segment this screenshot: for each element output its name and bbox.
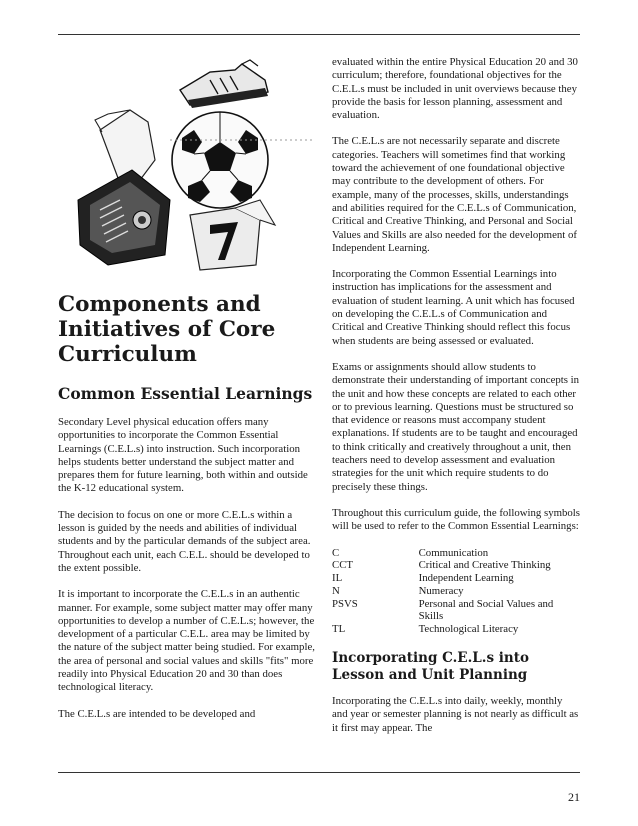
paragraph: The C.E.L.s are intended to be developed and bbox=[58, 707, 256, 720]
symbol-term: Independent Learning bbox=[418, 572, 514, 585]
left-column bbox=[58, 282, 316, 734]
radio-icon bbox=[78, 170, 170, 265]
sneaker-icon bbox=[180, 60, 268, 108]
paragraph: The C.E.L.s are not necessarily separate and discrete categories. Teachers will sometimes find that working toward the achievement of one foundational objective may contribute to the development of others. For example, many of the processes, skills, understandings and abilities required for the C.E.L.s of Communication, Critical and Creative Thinking, and Personal and Social Values and Skills are also needed for the development of Independent Learning. bbox=[332, 135, 577, 254]
paragraph: Incorporating the Common Essential Learnings into instruction has implications for the assessment and evaluation of student learning. A unit which has focused on developing the C.E.L.s of Communication and Critical and Creative Thinking should reflect this focus when students are being assessed or evaluated. bbox=[332, 268, 575, 347]
symbols-table bbox=[332, 547, 580, 637]
symbol-code: N bbox=[332, 584, 340, 597]
symbol-row bbox=[332, 598, 580, 624]
jersey-icon bbox=[190, 200, 275, 270]
symbol-term: Numeracy bbox=[418, 584, 464, 597]
symbol-term: Personal and Social Values and Skills bbox=[418, 597, 554, 623]
symbol-code: IL bbox=[332, 572, 343, 585]
symbol-row bbox=[332, 572, 580, 585]
paragraph: Exams or assignments should allow students to demonstrate their understanding of important concepts in the unit and how these concepts are related to each other or to previous learning. Questions must be structured so that evidence or reasons must accompany student explanations. If students are to be taught and encouraged to think critically and creatively throughout a unit, then teachers need to develop assessment and evaluation strategies for the unit which require students to do precisely these things. bbox=[332, 360, 580, 493]
paragraph: evaluated within the entire Physical Education 20 and 30 curriculum; therefore, foundational objectives for the C.E.L.s must be included in unit overviews because they provide the basis for lesson planning, assessment and evaluation. bbox=[332, 56, 578, 122]
symbol-code: C bbox=[332, 546, 340, 559]
top-rule bbox=[58, 34, 580, 35]
paragraph: Secondary Level physical education offers many opportunities to incorporate the Common Essential Learnings (C.E.L.s) into instruction. Such incorporation helps students better understand the subject matter and prepares them for future learning, both within and outside the K-12 educational system. bbox=[58, 416, 308, 495]
symbol-code: PSVS bbox=[332, 597, 358, 610]
soccer-ball-icon bbox=[172, 112, 268, 208]
symbol-row bbox=[332, 623, 580, 636]
symbol-term: Critical and Creative Thinking bbox=[418, 559, 551, 572]
symbol-row bbox=[332, 585, 580, 598]
paragraph: Throughout this curriculum guide, the following symbols will be used to refer to the Common Essential Learnings: bbox=[332, 506, 581, 533]
paragraph: The decision to focus on one or more C.E.L.s within a lesson is guided by the needs and abilities of individual students and by the particular demands of the subject area. Throughout each unit, each C.E.L. should be developed to the extent possible. bbox=[58, 508, 311, 574]
paragraph: It is important to incorporate the C.E.L.s in an authentic manner. For example, some subject matter may offer many opportunities to develop a number of C.E.L.s; however, the development of a particular C.E.L. area may be limited by the nature of the subject matter being studied. For example, the area of personal and social values and skills "fits" more readily into Physical Education 20 and 30 than does technological literacy. bbox=[58, 588, 315, 694]
symbol-code: CCT bbox=[332, 559, 353, 572]
sports-equipment-illustration bbox=[60, 50, 316, 275]
symbol-row bbox=[332, 547, 580, 560]
bottom-rule bbox=[58, 772, 580, 773]
page-title: Components and Initiatives of Core Curriculum bbox=[58, 292, 276, 367]
symbol-code: TL bbox=[332, 623, 346, 636]
paragraph: Incorporating the C.E.L.s into daily, weekly, monthly and year or semester planning is not nearly as difficult as it first may appear. The bbox=[332, 695, 579, 734]
symbol-row bbox=[332, 559, 580, 572]
section-heading: Common Essential Learnings bbox=[58, 384, 313, 403]
symbol-term: Communication bbox=[418, 546, 489, 559]
right-column bbox=[332, 56, 580, 748]
symbol-term: Technological Literacy bbox=[418, 623, 519, 636]
subheading: Incorporating C.E.L.s into Lesson and Unit Planning bbox=[332, 650, 529, 683]
page-number: 21 bbox=[568, 790, 580, 804]
